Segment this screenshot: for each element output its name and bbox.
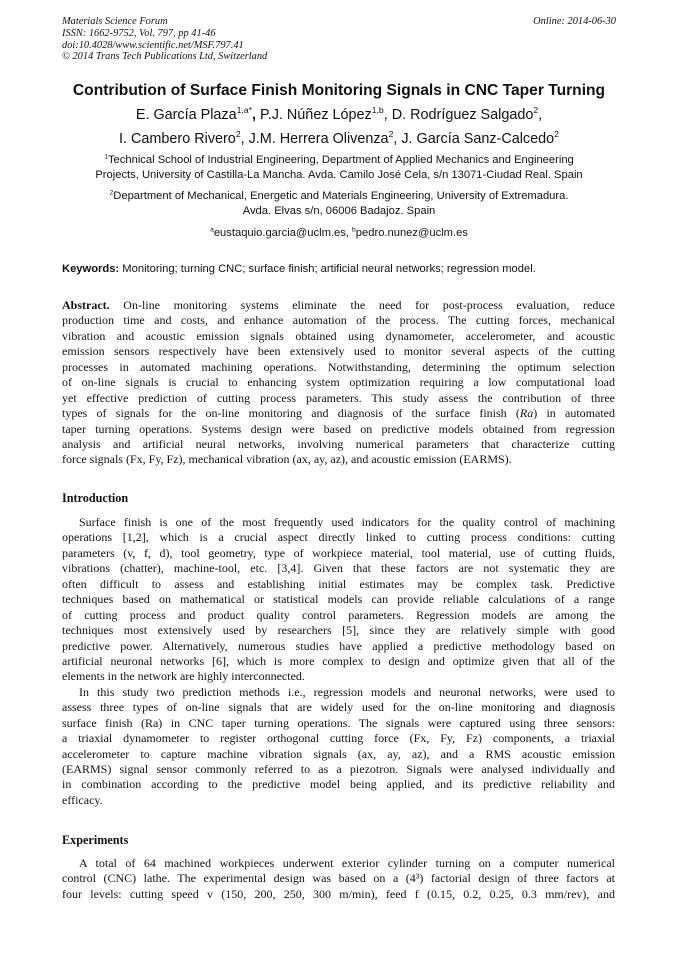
keywords-label: Keywords: <box>62 263 120 275</box>
abstract-line: emission sensors respectively have been extensively used to monitor several aspects of the cutting <box>62 344 615 359</box>
author-name: J.M. Herrera Olivenza <box>248 131 389 147</box>
copyright-line: © 2014 Trans Tech Publications Ltd, Switzerland <box>62 51 268 63</box>
affiliation-text: Technical School of Industrial Engineering, Department of Applied Mechanics and Engineering <box>107 154 574 166</box>
publication-info <box>62 16 482 63</box>
abstract-line: production time and costs, and enhance automation of the process. The cutting forces, mechanical <box>62 313 615 328</box>
body-line: techniques most extensively used by researchers [5], since they are relatively simple with good <box>62 623 615 638</box>
email-sup: b <box>352 226 356 234</box>
body-line: often difficult to assess and establishing initial estimates may be complex task. Predictive <box>62 576 615 591</box>
journal-name: Materials Science Forum <box>62 16 168 27</box>
author-sup: 1,a* <box>236 105 252 116</box>
affiliation-text: Avda. Elvas s/n, 06006 Badajoz. Spain <box>242 204 436 217</box>
abstract-line: vibration and acoustic emission signals obtained using dynamometer, accelerometer, and acoustic <box>62 328 615 343</box>
affiliation-sup: 2 <box>109 189 114 197</box>
online-date: Online: 2014-06-30 <box>533 16 616 27</box>
abstract-line: force signals (Fx, Fy, Fz), mechanical vibration (ax, ay, az), and acoustic emission (EARMS). <box>62 452 512 467</box>
body-line: in combination according to the predictive model being applied, and its predictive reliability and <box>62 777 615 792</box>
abstract-line: analysis and artificial neural networks, involving numerical parameters that characterize cutting <box>62 436 615 451</box>
body-line: control (CNC) lathe. The experimental design was based on a (4³) factorial design of three factors at <box>62 871 615 886</box>
author-name: E. García Plaza <box>135 107 237 123</box>
abstract-line: of on-line signals is crucial to enhancing system optimization requiring a low computational load <box>62 375 615 390</box>
affiliation-1 <box>30 153 648 182</box>
author-name: I. Cambero Rivero <box>119 131 236 147</box>
experiments-body <box>62 856 615 902</box>
body-line: elements in the network are highly interconnected. <box>62 669 305 684</box>
email-line: $^a$eustaquio.garcia@uclm.es, $^b$pedro.nunez@uclm.es <box>210 226 468 239</box>
author-name: D. Rodríguez Salgado <box>391 107 534 123</box>
body-line: surface finish (Ra) in CNC taper turning operations. The signals were captured using three sensors: <box>62 715 615 730</box>
email-address: pedro.nunez@uclm.es <box>355 227 468 239</box>
body-line: Surface finish is one of the most frequently used indicators for the quality control of machining <box>79 515 615 529</box>
body-line: techniques based on mathematical or statistical models can provide reliable calculations of a range <box>62 592 615 607</box>
paper-title: Contribution of Surface Finish Monitoring Signals in CNC Taper Turning <box>72 82 606 99</box>
body-line: of cutting process and product quality control parameters. Regression models are among the <box>62 607 615 622</box>
abstract-line: processes in automated machining operations. Notwithstanding, determining the optimum selection <box>62 359 615 374</box>
body-line: four levels: cutting speed v (150, 200, 250, 300 m/min), feed f (0.15, 0.2, 0.25, 0.3 mm/rev), and <box>62 886 615 901</box>
abstract-term: Ra <box>519 406 534 421</box>
abstract-line: ) in automated <box>533 406 616 421</box>
keywords <box>62 262 622 276</box>
affiliation-sup: 1 <box>104 153 108 161</box>
email-sup: a <box>210 226 214 234</box>
abstract <box>62 298 615 468</box>
body-line: accelerometer to capture machine vibration signals (ax, ay, az), and a RMS acoustic emission <box>62 746 615 761</box>
abstract-label: Abstract. <box>62 298 110 312</box>
author-name: P.J. Núñez López <box>259 107 372 123</box>
doi-line: doi:10.4028/www.scientific.net/MSF.797.41 <box>62 39 244 51</box>
author-sup: 2 <box>388 129 394 140</box>
abstract-line: types of signals for the on-line monitoring and diagnosis of the surface finish ( <box>62 406 520 421</box>
abstract-line: yet effective prediction of cutting process parameters. This study assess the contribution of three <box>62 390 615 405</box>
issn-line: ISSN: 1662-9752, Vol. 797, pp 41-46 <box>62 27 216 39</box>
author-sup: 2 <box>554 129 559 140</box>
affiliation-2 <box>30 189 648 218</box>
abstract-line: On-line monitoring systems eliminate the need for post-process evaluation, reduce <box>109 298 615 312</box>
body-line: efficacy. <box>62 792 103 807</box>
author-sup: 2 <box>533 105 539 116</box>
author-sup: 2 <box>235 129 241 140</box>
body-line: predictive power. Alternatively, numerous studies have applied a predictive methodology based on <box>62 638 615 653</box>
body-line: A total of 64 machined workpieces underwent exterior cylinder turning on a computer numerical <box>79 856 615 870</box>
body-line: vibrations (chatter), machine-tool, etc. [3,4]. Given that these factors are not systematic they are <box>62 561 615 576</box>
body-line: (EARMS) signal sensor commonly referred to as a piezotron. Signals were analysed individually and <box>62 762 615 776</box>
body-line: operations [1,2], which is a crucial aspect directly linked to cutting process conditions: cutting <box>62 530 615 545</box>
section-heading-experiments: Experiments <box>62 833 129 847</box>
abstract-line: taper turning operations. Systems design were based on predictive models obtained from regression <box>62 421 615 436</box>
author-list: E. García Plaza$^{1,a*}$, P.J. Núñez López$^{1,b}$, D. Rodríguez Salgado$^2$, I. Cambero Rivero$^2$, J.M. Herrera Olivenza$^2$, J. García Sanz-Calcedo$^2$ <box>119 105 559 147</box>
body-line: parameters (v, f, d), tool geometry, type of workpiece material, tool material, use of cutting fluids, <box>62 545 615 560</box>
author-name: J. García Sanz-Calcedo <box>401 131 555 147</box>
author-sup: 1,b <box>371 105 384 116</box>
affiliation-text: Projects, University of Castilla-La Mancha. Avda. Camilo José Cela, s/n 13071-Ciudad Real. Spain <box>95 168 583 181</box>
body-line: In this study two prediction methods i.e., regression models and neuronal networks, were used to <box>79 684 615 699</box>
body-line: a triaxial dynamometer to register orthogonal cutting force (Fx, Fy, Fz) components, a triaxial <box>62 731 615 746</box>
body-line: artificial neuronal networks [6], which is more complex to design and optimize given that all of the <box>62 653 615 668</box>
section-heading-introduction: Introduction <box>62 491 129 505</box>
email-address: eustaquio.garcia@uclm.es <box>213 227 346 239</box>
body-line: assess three types of on-line signals that are widely used for the on-line monitoring and diagnosis <box>62 700 615 715</box>
keywords-text: Monitoring; turning CNC; surface finish; artificial neural networks; regression model. <box>119 263 536 275</box>
affiliation-text: Department of Mechanical, Energetic and Materials Engineering, University of Extremadura. <box>113 190 569 202</box>
introduction-body <box>62 515 615 808</box>
